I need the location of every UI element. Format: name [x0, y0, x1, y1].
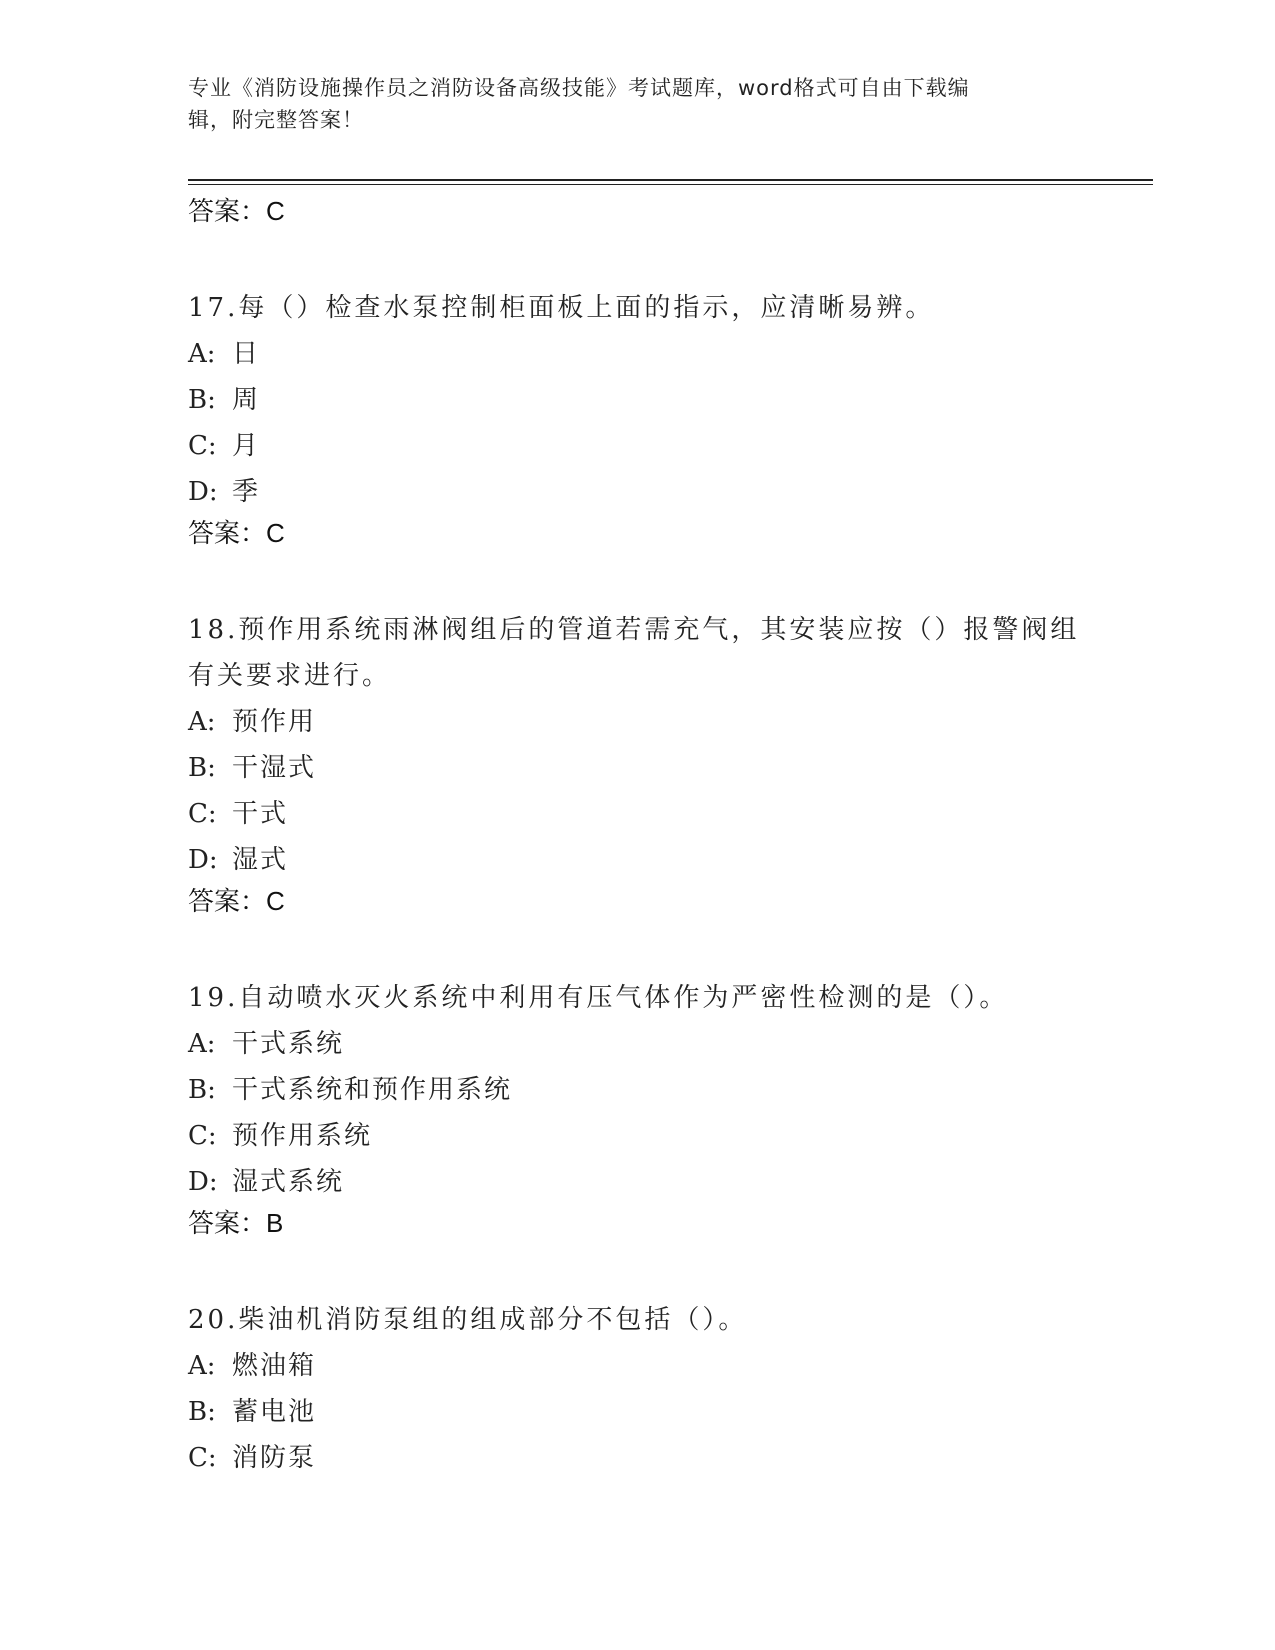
answer-line	[188, 193, 1108, 229]
question-line-1: 柴油机消防泵组的组成部分不包括（）。	[238, 1305, 748, 1335]
option-b	[188, 1067, 1108, 1113]
question-item	[188, 975, 1108, 1241]
question-line-1: 预作用系统雨淋阀组后的管道若需充气，其安装应按（）报警阀组	[238, 615, 1080, 645]
option-text: 湿式	[232, 845, 289, 875]
option-c	[188, 791, 1108, 837]
option-text: 蓄电池	[232, 1397, 317, 1427]
header-line-2: 辑，附完整答案！	[188, 108, 364, 132]
option-key: A:	[188, 707, 216, 737]
option-text: 预作用	[232, 707, 317, 737]
answer-line	[188, 1205, 1108, 1241]
answer-value: B	[266, 1208, 284, 1238]
question-number: 18.	[188, 615, 239, 645]
option-text: 消防泵	[232, 1443, 317, 1473]
option-b	[188, 377, 1108, 423]
header-divider-thick	[188, 179, 1153, 181]
option-text: 周	[232, 385, 261, 415]
option-key: C:	[188, 799, 217, 829]
option-key: D:	[188, 1167, 218, 1197]
question-line-2: 有关要求进行。	[188, 661, 392, 691]
document-header	[188, 72, 1068, 136]
spacer	[188, 919, 1108, 975]
option-text: 干式系统和预作用系统	[232, 1075, 513, 1105]
option-text: 干式	[232, 799, 289, 829]
question-list	[188, 193, 1108, 1481]
option-d	[188, 837, 1108, 883]
answer-label: 答案：	[188, 196, 267, 226]
question-item	[188, 285, 1108, 551]
answer-label: 答案：	[188, 1208, 267, 1238]
question-text	[188, 285, 1108, 331]
answer-value: C	[266, 518, 285, 548]
option-key: B:	[188, 753, 216, 783]
option-key: A:	[188, 1029, 216, 1059]
option-key: C:	[188, 1443, 217, 1473]
option-key: C:	[188, 431, 217, 461]
option-d	[188, 1159, 1108, 1205]
option-a	[188, 1343, 1108, 1389]
question-item	[188, 607, 1108, 919]
option-text: 日	[232, 339, 261, 369]
question-line-1: 自动喷水灭火系统中利用有压气体作为严密性检测的是（）。	[238, 983, 1009, 1013]
question-text	[188, 607, 1108, 699]
option-key: B:	[188, 1397, 216, 1427]
option-a	[188, 331, 1108, 377]
question-number: 20.	[188, 1305, 239, 1335]
header-divider-thin	[188, 184, 1153, 185]
header-line-1: 专业《消防设施操作员之消防设备高级技能》考试题库，word格式可自由下载编	[188, 76, 970, 100]
option-a	[188, 699, 1108, 745]
option-d	[188, 469, 1108, 515]
option-text: 季	[232, 477, 261, 507]
option-text: 干式系统	[232, 1029, 345, 1059]
answer-line	[188, 883, 1108, 919]
option-c	[188, 423, 1108, 469]
option-key: D:	[188, 845, 218, 875]
option-b	[188, 745, 1108, 791]
option-text: 预作用系统	[232, 1121, 373, 1151]
question-number: 19.	[188, 983, 239, 1013]
question-line-1: 每（）检查水泵控制柜面板上面的指示，应清晰易辨。	[238, 293, 935, 323]
option-text: 月	[232, 431, 261, 461]
question-text	[188, 1297, 1108, 1343]
question-item	[188, 1297, 1108, 1481]
question-number: 17.	[188, 293, 239, 323]
option-a	[188, 1021, 1108, 1067]
spacer	[188, 1241, 1108, 1297]
spacer	[188, 229, 1108, 285]
answer-label: 答案：	[188, 518, 267, 548]
option-c	[188, 1435, 1108, 1481]
option-key: D:	[188, 477, 218, 507]
answer-value: C	[266, 886, 285, 916]
option-c	[188, 1113, 1108, 1159]
question-text	[188, 975, 1108, 1021]
spacer	[188, 551, 1108, 607]
option-b	[188, 1389, 1108, 1435]
option-key: B:	[188, 385, 216, 415]
option-key: A:	[188, 339, 216, 369]
option-key: C:	[188, 1121, 217, 1151]
answer-line	[188, 515, 1108, 551]
answer-value: C	[266, 196, 285, 226]
option-text: 干湿式	[232, 753, 317, 783]
option-text: 燃油箱	[232, 1351, 317, 1381]
option-key: A:	[188, 1351, 216, 1381]
option-key: B:	[188, 1075, 216, 1105]
answer-label: 答案：	[188, 886, 267, 916]
option-text: 湿式系统	[232, 1167, 345, 1197]
